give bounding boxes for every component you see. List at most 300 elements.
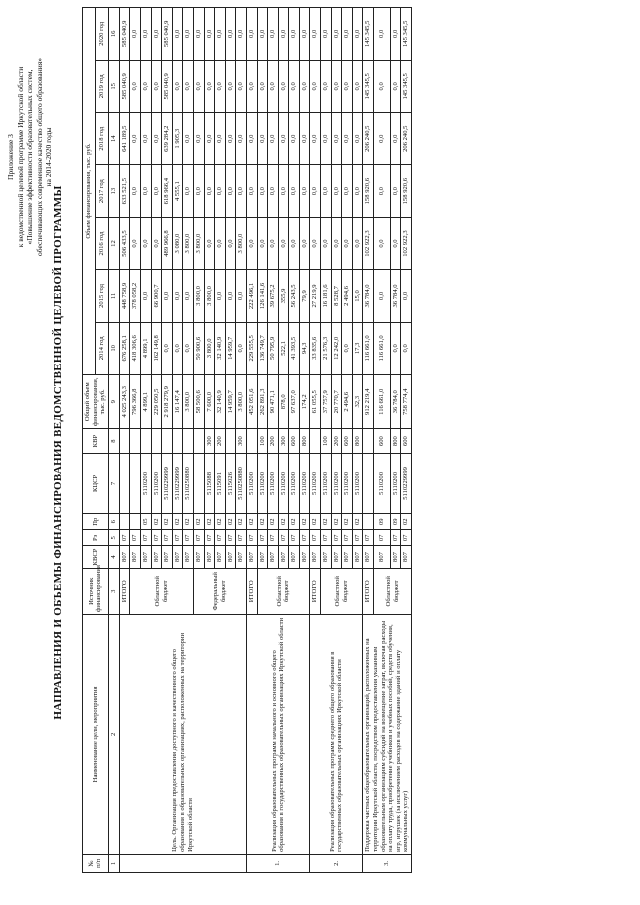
total-amount-cell: 796 366,8 <box>130 375 141 429</box>
year-amount-cell: 158 920,6 <box>363 165 374 217</box>
year-amount-cell: 618 966,4 <box>162 165 173 217</box>
year-amount-cell: 0,0 <box>130 165 141 217</box>
rz-cell: 07 <box>236 530 247 546</box>
kcsr-cell: 5110200 <box>374 453 391 513</box>
year-amount-cell: 0,0 <box>225 8 236 61</box>
year-amount-cell: 0,0 <box>246 8 257 61</box>
pr-cell: 02 <box>331 514 342 530</box>
kcsr-cell: 5110229999 <box>162 453 173 513</box>
col-header-rz: Рз <box>83 530 109 546</box>
row-number: 2. <box>310 854 363 872</box>
col-header-year: 2018 год <box>95 113 108 165</box>
year-amount-cell: 0,0 <box>204 165 215 217</box>
kcsr-cell: 5110200 <box>331 453 342 513</box>
funding-source: Областной бюджет <box>321 568 363 614</box>
year-amount-cell: 0,0 <box>374 60 391 112</box>
table-row <box>310 8 321 873</box>
kcsr-cell <box>363 453 374 513</box>
year-amount-cell: 0,0 <box>390 8 401 61</box>
year-amount-cell: 27 219,9 <box>310 270 321 322</box>
table-body <box>119 8 411 873</box>
total-amount-cell: 4 025 243,3 <box>119 375 130 429</box>
year-amount-cell: 0,0 <box>310 8 321 61</box>
year-amount-cell: 12 242,0 <box>331 322 342 374</box>
year-amount-cell: 585 040,9 <box>119 60 130 112</box>
year-amount-cell: 102 922,3 <box>401 217 412 269</box>
year-amount-cell: 126 141,6 <box>257 270 268 322</box>
kcsr-cell: 5110250880 <box>183 453 194 513</box>
pr-cell: 02 <box>215 514 226 530</box>
year-amount-cell: 0,0 <box>390 217 401 269</box>
column-number: 8 <box>108 429 119 453</box>
year-amount-cell: 16 181,6 <box>321 270 332 322</box>
event-3-description: Поддержка частных общеобразовательных организаций, расположенных на территории Иркутской области, посредством предоставления указанным образовательным организациям субсидий на возмещение затрат, включая расходы на оплату труда, приобретение учебников и учебных пособий, средств обучения, игр, игрушек (за исключением расходов на содержание зданий и оплату коммунальных услуг) <box>363 614 412 854</box>
year-amount-cell: 0,0 <box>390 113 401 165</box>
year-amount-cell: 0,0 <box>225 60 236 112</box>
year-amount-cell: 0,0 <box>215 113 226 165</box>
year-amount-cell: 448 758,9 <box>119 270 130 322</box>
rz-cell: 07 <box>352 530 363 546</box>
year-amount-cell: 0,0 <box>331 217 342 269</box>
year-amount-cell: 102 922,3 <box>363 217 374 269</box>
column-number: 1 <box>108 854 119 872</box>
event-1-description: Реализация образовательных программ начального и основного общего образования в государственных образовательных организациях Иркутской области <box>246 614 310 854</box>
kcsr-cell <box>119 453 130 513</box>
pr-cell: 02 <box>401 514 412 530</box>
year-amount-cell: 0,0 <box>321 113 332 165</box>
year-amount-cell: 639 284,2 <box>162 113 173 165</box>
pr-cell: 02 <box>289 514 300 530</box>
col-header-year: 2020 год <box>95 8 108 61</box>
year-amount-cell: 0,0 <box>268 8 279 61</box>
pr-cell: 02 <box>257 514 268 530</box>
col-header-year: 2017 год <box>95 165 108 217</box>
year-amount-cell: 0,0 <box>236 113 247 165</box>
header-line: к ведомственной целевой программе Иркутской области <box>15 66 25 248</box>
kvsr-cell: 807 <box>289 546 300 568</box>
kvsr-cell: 807 <box>151 546 162 568</box>
col-header-num: № п/п <box>83 854 109 872</box>
kcsr-cell: 5110229999 <box>401 453 412 513</box>
year-amount-cell: 8 528,7 <box>331 270 342 322</box>
year-amount-cell: 145 345,5 <box>401 8 412 61</box>
pr-cell: 02 <box>183 514 194 530</box>
year-amount-cell: 0,0 <box>352 165 363 217</box>
year-amount-cell: 0,0 <box>321 165 332 217</box>
kcsr-cell: 5110200 <box>140 453 151 513</box>
pr-cell: 02 <box>193 514 204 530</box>
year-amount-cell: 0,0 <box>183 60 194 112</box>
year-amount-cell: 21 576,3 <box>321 322 332 374</box>
year-amount-cell: 0,0 <box>299 217 310 269</box>
year-amount-cell: 94,3 <box>299 322 310 374</box>
year-amount-cell: 0,0 <box>130 217 141 269</box>
column-number: 14 <box>108 113 119 165</box>
funding-source: Областной бюджет <box>257 568 310 614</box>
year-amount-cell: 1 905,3 <box>172 113 183 165</box>
column-number: 10 <box>108 322 119 374</box>
rz-cell: 07 <box>204 530 215 546</box>
year-amount-cell: 79,9 <box>299 270 310 322</box>
column-number: 11 <box>108 270 119 322</box>
year-amount-cell: 0,0 <box>331 8 342 61</box>
total-amount-cell: 32,3 <box>352 375 363 429</box>
kvr-cell <box>246 429 257 453</box>
table-row <box>246 8 257 873</box>
funding-source: ИТОГО <box>363 568 374 614</box>
year-amount-cell: 0,0 <box>151 113 162 165</box>
rz-cell: 07 <box>172 530 183 546</box>
year-amount-cell: 15,0 <box>352 270 363 322</box>
year-amount-cell: 0,0 <box>268 165 279 217</box>
year-amount-cell: 33 835,6 <box>310 322 321 374</box>
kvr-cell: 300 <box>204 429 215 453</box>
kcsr-cell: 5115026 <box>225 453 236 513</box>
year-amount-cell: 641 189,5 <box>119 113 130 165</box>
year-amount-cell: 0,0 <box>140 165 151 217</box>
goal-description: Цель. Организация предоставления доступного и качественного общего образования в образовательных организациях, расположенных на территории Иркутской области <box>119 614 246 854</box>
kcsr-cell: 5110200 <box>342 453 353 513</box>
year-amount-cell: 50 795,9 <box>268 322 279 374</box>
year-amount-cell: 378 058,2 <box>130 270 141 322</box>
year-amount-cell: 0,0 <box>374 8 391 61</box>
year-amount-cell: 0,0 <box>204 8 215 61</box>
year-amount-cell: 0,0 <box>183 165 194 217</box>
funding-source: Федеральный бюджет <box>193 568 246 614</box>
year-amount-cell: 0,0 <box>140 8 151 61</box>
header-line: «Повышение эффективности образовательных систем, <box>25 69 34 245</box>
column-number: 2 <box>108 614 119 854</box>
rz-cell: 07 <box>183 530 194 546</box>
kvr-cell: 800 <box>352 429 363 453</box>
kvr-cell: 600 <box>374 429 391 453</box>
column-numbers-row <box>108 8 119 873</box>
rz-cell: 07 <box>193 530 204 546</box>
year-amount-cell: 633 521,5 <box>119 165 130 217</box>
year-amount-cell: 116 661,0 <box>363 322 374 374</box>
col-header-kvr: КВР <box>83 429 109 453</box>
rz-cell: 07 <box>246 530 257 546</box>
kcsr-cell: 5110200 <box>257 453 268 513</box>
year-amount-cell: 676 258,1 <box>119 322 130 374</box>
column-number: 15 <box>108 60 119 112</box>
year-amount-cell: 0,0 <box>289 60 300 112</box>
year-amount-cell: 0,0 <box>246 60 257 112</box>
year-amount-cell: 145 345,5 <box>363 60 374 112</box>
year-amount-cell: 0,0 <box>342 322 353 374</box>
total-amount-cell: 2 494,6 <box>342 375 353 429</box>
kcsr-cell: 5110229999 <box>172 453 183 513</box>
year-amount-cell: 0,0 <box>183 322 194 374</box>
kvr-cell: 100 <box>321 429 332 453</box>
year-amount-cell: 0,0 <box>236 165 247 217</box>
header-line: на 2014-2020 годы <box>44 127 53 187</box>
year-amount-cell: 0,0 <box>374 113 391 165</box>
total-amount-cell: 262 891,3 <box>257 375 268 429</box>
kcsr-cell: 5110200 <box>289 453 300 513</box>
year-amount-cell: 0,0 <box>257 113 268 165</box>
year-amount-cell: 4 555,1 <box>172 165 183 217</box>
pr-cell: 02 <box>278 514 289 530</box>
pr-cell: 02 <box>310 514 321 530</box>
document-title: НАПРАВЛЕНИЯ И ОБЪЕМЫ ФИНАНСИРОВАНИЯ ВЕДОМСТВЕННОЙ ЦЕЛЕВОЙ ПРОГРАММЫ <box>52 185 64 720</box>
year-amount-cell: 17,3 <box>352 322 363 374</box>
total-amount-cell: 58 500,6 <box>193 375 204 429</box>
year-amount-cell: 0,0 <box>204 60 215 112</box>
total-amount-cell: 2 918 279,9 <box>162 375 173 429</box>
total-amount-cell: 4 899,1 <box>140 375 151 429</box>
kvsr-cell: 807 <box>310 546 321 568</box>
kcsr-cell: 5110200 <box>299 453 310 513</box>
pr-cell: 02 <box>321 514 332 530</box>
year-amount-cell: 14 959,7 <box>225 322 236 374</box>
year-amount-cell: 0,0 <box>130 8 141 61</box>
rz-cell: 07 <box>390 530 401 546</box>
col-header-name: Наименование цели, мероприятия <box>83 614 109 854</box>
rz-cell: 07 <box>215 530 226 546</box>
col-header-year: 2015 год <box>95 270 108 322</box>
year-amount-cell: 41 393,5 <box>289 322 300 374</box>
pr-cell: 09 <box>390 514 401 530</box>
rz-cell: 07 <box>130 530 141 546</box>
total-amount-cell: 912 219,4 <box>363 375 374 429</box>
pr-cell <box>130 514 141 530</box>
year-amount-cell: 0,0 <box>289 217 300 269</box>
pr-cell: 02 <box>151 514 162 530</box>
kvr-cell <box>151 429 162 453</box>
total-amount-cell: 14 959,7 <box>225 375 236 429</box>
rz-cell: 07 <box>401 530 412 546</box>
kvr-cell <box>225 429 236 453</box>
kvsr-cell: 807 <box>363 546 374 568</box>
year-amount-cell: 0,0 <box>278 165 289 217</box>
pr-cell: 02 <box>268 514 279 530</box>
kvsr-cell: 807 <box>352 546 363 568</box>
kvsr-cell: 807 <box>204 546 215 568</box>
year-amount-cell: 0,0 <box>342 165 353 217</box>
kvr-cell <box>363 429 374 453</box>
kvsr-cell: 807 <box>390 546 401 568</box>
pr-cell: 02 <box>204 514 215 530</box>
year-amount-cell: 0,0 <box>172 322 183 374</box>
year-amount-cell: 0,0 <box>321 60 332 112</box>
pr-cell <box>363 514 374 530</box>
kvsr-cell: 807 <box>215 546 226 568</box>
total-amount-cell: 32 140,9 <box>215 375 226 429</box>
year-amount-cell: 0,0 <box>193 113 204 165</box>
column-number: 12 <box>108 217 119 269</box>
year-amount-cell: 0,0 <box>225 113 236 165</box>
year-amount-cell: 0,0 <box>278 60 289 112</box>
year-amount-cell: 0,0 <box>172 8 183 61</box>
kvr-cell <box>140 429 151 453</box>
rz-cell: 07 <box>162 530 173 546</box>
year-amount-cell: 0,0 <box>342 113 353 165</box>
rz-cell: 07 <box>299 530 310 546</box>
year-amount-cell: 0,0 <box>130 60 141 112</box>
kvr-cell <box>172 429 183 453</box>
total-amount-cell: 37 757,9 <box>321 375 332 429</box>
financing-table <box>82 7 412 873</box>
kvr-cell: 100 <box>257 429 268 453</box>
year-amount-cell: 56 243,5 <box>289 270 300 322</box>
year-amount-cell: 0,0 <box>342 8 353 61</box>
col-header-year: 2016 год <box>95 217 108 269</box>
year-amount-cell: 0,0 <box>215 217 226 269</box>
funding-source: ИТОГО <box>310 568 321 614</box>
column-number: 6 <box>108 514 119 530</box>
pr-cell: 05 <box>140 514 151 530</box>
year-amount-cell: 0,0 <box>289 113 300 165</box>
year-amount-cell: 0,0 <box>236 8 247 61</box>
year-amount-cell: 0,0 <box>225 165 236 217</box>
year-amount-cell: 206 240,5 <box>363 113 374 165</box>
year-amount-cell: 0,0 <box>162 270 173 322</box>
year-amount-cell: 66 900,7 <box>151 270 162 322</box>
year-amount-cell: 0,0 <box>321 8 332 61</box>
year-amount-cell: 0,0 <box>352 8 363 61</box>
year-amount-cell: 0,0 <box>225 217 236 269</box>
year-amount-cell: 0,0 <box>268 113 279 165</box>
year-amount-cell: 0,0 <box>183 270 194 322</box>
year-amount-cell: 0,0 <box>140 270 151 322</box>
year-amount-cell: 3 800,0 <box>204 270 215 322</box>
year-amount-cell: 0,0 <box>140 217 151 269</box>
col-header-year: 2019 год <box>95 60 108 112</box>
year-amount-cell: 206 240,5 <box>401 113 412 165</box>
year-amount-cell: 0,0 <box>374 165 391 217</box>
year-amount-cell: 0,0 <box>140 113 151 165</box>
column-number: 7 <box>108 453 119 513</box>
year-amount-cell: 0,0 <box>390 60 401 112</box>
total-amount-cell: 174,2 <box>299 375 310 429</box>
kvsr-cell: 807 <box>246 546 257 568</box>
kcsr-cell: 5115088 <box>204 453 215 513</box>
kvr-cell <box>310 429 321 453</box>
year-amount-cell: 0,0 <box>140 60 151 112</box>
column-number: 4 <box>108 546 119 568</box>
year-amount-cell: 0,0 <box>352 60 363 112</box>
year-amount-cell: 0,0 <box>342 217 353 269</box>
kcsr-cell: 5110200 <box>352 453 363 513</box>
kvsr-cell: 807 <box>119 546 130 568</box>
year-amount-cell: 0,0 <box>299 60 310 112</box>
total-amount-cell: 20 770,7 <box>331 375 342 429</box>
total-amount-cell: 116 661,0 <box>374 375 391 429</box>
year-amount-cell: 0,0 <box>172 270 183 322</box>
year-amount-cell: 0,0 <box>390 165 401 217</box>
kcsr-cell <box>193 453 204 513</box>
kcsr-cell: 5110250880 <box>236 453 247 513</box>
year-amount-cell: 0,0 <box>352 217 363 269</box>
total-amount-cell: 36 784,0 <box>390 375 401 429</box>
year-amount-cell: 355,9 <box>278 270 289 322</box>
rz-cell: 07 <box>119 530 130 546</box>
year-amount-cell: 0,0 <box>236 270 247 322</box>
kvsr-cell: 807 <box>225 546 236 568</box>
kcsr-cell: 5110200 <box>310 453 321 513</box>
year-amount-cell: 222 496,1 <box>246 270 257 322</box>
year-amount-cell: 0,0 <box>236 322 247 374</box>
year-amount-cell: 522,1 <box>278 322 289 374</box>
year-amount-cell: 158 920,6 <box>401 165 412 217</box>
pr-cell: 02 <box>172 514 183 530</box>
year-amount-cell: 0,0 <box>151 165 162 217</box>
kcsr-cell: 5110200 <box>151 453 162 513</box>
year-amount-cell: 145 345,5 <box>363 8 374 61</box>
kvr-cell <box>119 429 130 453</box>
total-amount-cell: 16 147,4 <box>172 375 183 429</box>
year-amount-cell: 0,0 <box>310 60 321 112</box>
total-amount-cell: 3 800,0 <box>183 375 194 429</box>
col-header-group: Объем финансирования, тыс. руб. <box>83 8 96 375</box>
year-amount-cell: 0,0 <box>151 60 162 112</box>
year-amount-cell: 0,0 <box>215 60 226 112</box>
kvsr-cell: 807 <box>374 546 391 568</box>
year-amount-cell: 4 899,1 <box>140 322 151 374</box>
year-amount-cell: 39 675,2 <box>268 270 279 322</box>
year-amount-cell: 0,0 <box>246 113 257 165</box>
kcsr-cell: 5110200 <box>246 453 257 513</box>
year-amount-cell: 0,0 <box>299 113 310 165</box>
column-number: 5 <box>108 530 119 546</box>
year-amount-cell: 0,0 <box>401 270 412 322</box>
kcsr-cell: 5110200 <box>278 453 289 513</box>
rz-cell: 07 <box>268 530 279 546</box>
year-amount-cell: 0,0 <box>278 217 289 269</box>
col-header-source: Источник финансирования <box>83 568 109 614</box>
table-row <box>363 8 374 873</box>
year-amount-cell: 0,0 <box>374 217 391 269</box>
year-amount-cell: 0,0 <box>321 217 332 269</box>
header-line: Приложение 3 <box>6 134 15 180</box>
kvr-cell <box>130 429 141 453</box>
rz-cell: 07 <box>278 530 289 546</box>
kvsr-cell: 807 <box>130 546 141 568</box>
year-amount-cell: 0,0 <box>215 165 226 217</box>
col-header-year: 2014 год <box>95 322 108 374</box>
year-amount-cell: 0,0 <box>331 113 342 165</box>
year-amount-cell: 50 900,6 <box>193 322 204 374</box>
kvr-cell <box>183 429 194 453</box>
kvr-cell: 200 <box>215 429 226 453</box>
rz-cell: 07 <box>374 530 391 546</box>
year-amount-cell: 3 800,0 <box>204 322 215 374</box>
kvsr-cell: 807 <box>140 546 151 568</box>
year-amount-cell: 0,0 <box>151 8 162 61</box>
kvsr-cell: 807 <box>172 546 183 568</box>
year-amount-cell: 0,0 <box>299 8 310 61</box>
total-amount-cell: 3 800,0 <box>236 375 247 429</box>
year-amount-cell: 0,0 <box>183 8 194 61</box>
pr-cell: 02 <box>342 514 353 530</box>
pr-cell: 02 <box>236 514 247 530</box>
year-amount-cell: 0,0 <box>172 60 183 112</box>
year-amount-cell: 489 966,8 <box>162 217 173 269</box>
year-amount-cell: 36 784,0 <box>390 270 401 322</box>
year-amount-cell: 585 040,9 <box>119 8 130 61</box>
year-amount-cell: 0,0 <box>215 270 226 322</box>
year-amount-cell: 36 784,0 <box>363 270 374 322</box>
appendix-header <box>6 9 54 305</box>
header-line: обеспечивающих современное качество общего образования» <box>34 58 44 256</box>
pr-cell: 02 <box>225 514 236 530</box>
col-header-kvsr: КВСР <box>83 546 109 568</box>
year-amount-cell: 506 433,5 <box>119 217 130 269</box>
pr-cell: 09 <box>374 514 391 530</box>
column-number: 3 <box>108 568 119 614</box>
total-amount-cell: 452 051,6 <box>246 375 257 429</box>
